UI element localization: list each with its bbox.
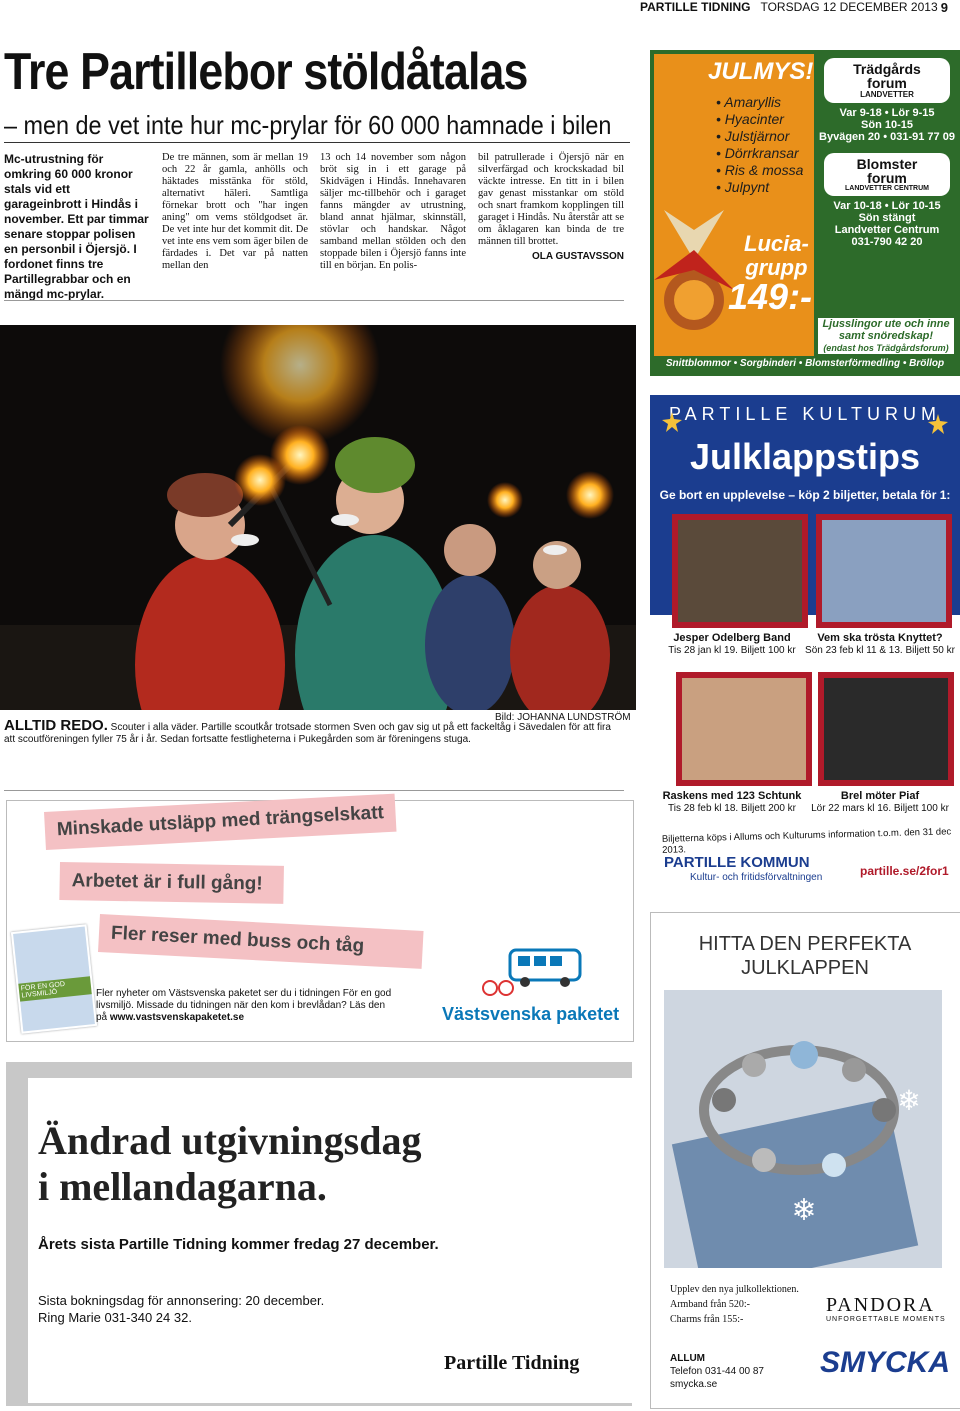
kulturum-footer: Biljetterna köps i Allums och Kulturums information t.o.m. den 31 dec 2013. xyxy=(661,826,952,856)
event-info: Lör 22 mars kl 16. Biljett 100 kr xyxy=(811,803,949,814)
article-subhead: – men de vet inte hur mc-prylar för 60 000 hamnade i bilen xyxy=(4,110,612,140)
store2-name2: forum xyxy=(867,170,907,186)
divider xyxy=(4,790,624,791)
lucia-offer xyxy=(744,232,809,280)
ad-banner-1: Minskade utsläpp med trängselskatt xyxy=(44,794,397,850)
kulturum-title: Julklappstips xyxy=(689,436,921,477)
event-name: Jesper Odelberg Band xyxy=(673,632,791,644)
article-headline: Tre Partillebor stöldåtalas xyxy=(4,43,528,101)
vp-logo: Västsvenska paketet xyxy=(442,1004,620,1024)
brochure-label: FÖR EN GOD LIVSMILJÖ xyxy=(18,976,91,1001)
notice-title-line1: Ändrad utgivningsdag xyxy=(38,1118,422,1163)
smycka-logo: SMYCKA xyxy=(820,1346,951,1379)
page-header xyxy=(640,0,960,18)
pandora-text2: Armband från 520:- xyxy=(670,1299,750,1310)
torch-flame xyxy=(487,482,523,518)
list-item: • Dörrkransar xyxy=(716,145,799,161)
star-icon xyxy=(662,412,682,432)
raskens-image xyxy=(676,672,812,786)
julmys-note xyxy=(818,318,954,354)
ad-banner-3: Fler reser med buss och tåg xyxy=(98,914,424,969)
jesper-odelberg-image xyxy=(672,514,808,628)
julmys-footer: Snittblommor • Sorgbinderi • Blomsterförmedling • Bröllop xyxy=(665,358,945,369)
torch-guard xyxy=(331,514,359,526)
caption-head: ALLTID REDO. xyxy=(4,717,108,734)
store2-hours1: Var 10-18 • Lör 10-15 xyxy=(833,200,941,212)
brel-piaf-image xyxy=(818,672,954,786)
star-icon xyxy=(928,414,948,434)
store-name: ALLUM xyxy=(670,1353,705,1364)
bracelet-image xyxy=(664,990,942,1268)
kulturum-url[interactable]: partille.se/2for1 xyxy=(860,864,949,878)
blomsterforum-logo xyxy=(824,153,950,196)
ad-url[interactable]: www.vastsvenskapaketet.se xyxy=(109,1012,245,1023)
svg-text:❄: ❄ xyxy=(791,1193,817,1228)
ad-banner-2: Arbetet är i full gång! xyxy=(59,862,284,904)
caption-text: Scouter i alla väder. Partille scoutkår trotsade stormen Sven och gav sig ut på ett fackeltåg i Sävedalen för att fira att scoutföreningen fyller 75 år i år. Sedan fortsatte festligheterna i Pukegården som är föreningens stuga. xyxy=(4,722,611,745)
pandora-head-line2: JULKLAPPEN xyxy=(741,957,869,979)
article-column-2: 13 och 14 november som någon bröt sig in i ett garage på Skidvägen i Hindås. Innehavaren säljer mc-tillbehör och i garaget fanns mängder av utrustning, bland annat hjälmar, skinnställ, stövlar och handskar. Något samband mellan stölden och den stoppade bilen i Öjersjö fanns inte till en början. En polis- xyxy=(320,152,466,271)
event-name: Brel möter Piaf xyxy=(840,790,920,802)
torch-guard xyxy=(231,534,259,546)
bus-bike-icon xyxy=(480,940,590,1000)
torch-flame xyxy=(566,471,614,519)
paper-name: PARTILLE TIDNING xyxy=(640,0,751,14)
lucia-line1: Lucia- xyxy=(744,231,809,256)
photo-credit: Bild: JOHANNA LUNDSTRÖM xyxy=(495,712,631,723)
note-line2: samt snöredskap! xyxy=(838,330,934,342)
knyttet-image xyxy=(816,514,952,628)
store1-name2: forum xyxy=(867,75,907,91)
event-4 xyxy=(805,790,955,815)
torch-guard xyxy=(543,545,567,555)
lucia-line2: grupp xyxy=(745,255,808,280)
store2-address2: 031-790 42 20 xyxy=(851,236,923,248)
event-2 xyxy=(805,632,955,657)
pandora-text xyxy=(670,1282,799,1327)
list-item: • Hyacinter xyxy=(716,111,784,127)
article-lede: Mc-utrustning för omkring 60 000 kronor stals vid ett garageinbrott i Hindås i november. Ett par timmar senare stoppar polisen en personbil i Öjersjö. I fordonet finns tre Partillegrabbar och en mängd mc-prylar. xyxy=(4,152,149,301)
event-info: Tis 28 feb kl 18. Biljett 200 kr xyxy=(667,803,797,814)
store1-location: LANDVETTER xyxy=(860,90,914,99)
partille-kommun-sub: Kultur- och fritidsförvaltningen xyxy=(690,872,823,883)
julmys-items xyxy=(716,94,803,196)
child-face xyxy=(444,524,496,576)
bracelet-illustration xyxy=(664,990,942,1268)
child-blue-jacket xyxy=(425,575,515,710)
note-line1: Ljusslingor ute och inne xyxy=(822,318,950,330)
store1-name1: Trädgårds xyxy=(853,61,921,77)
store2-name1: Blomster xyxy=(856,156,918,172)
pandora-logo: PANDORA xyxy=(826,1294,935,1316)
notice-contact: Ring Marie 031-340 24 32. xyxy=(38,1310,192,1325)
store1-hours2: Sön 10-15 xyxy=(861,119,913,131)
torch-flame xyxy=(234,454,286,506)
pandora-tagline: UNFORGETTABLE MOMENTS xyxy=(826,1316,946,1323)
store-phone: Telefon 031-44 00 87 xyxy=(670,1366,764,1377)
store2-location: LANDVETTER CENTRUM xyxy=(845,185,929,192)
event-name: Raskens med 123 Schtunk xyxy=(662,790,802,802)
divider xyxy=(4,142,630,143)
notice-deadline: Sista bokningsdag för annonsering: 20 december. xyxy=(38,1293,325,1308)
notice-info xyxy=(38,1292,324,1326)
scouts-torch-photo xyxy=(0,325,636,710)
pandora-text3: Charms från 155:- xyxy=(670,1314,744,1325)
lucia-price: 149:- xyxy=(728,276,813,317)
divider xyxy=(4,300,624,301)
note-line3: (endast hos Trädgårdsforum) xyxy=(823,343,949,353)
article-column-1: De tre männen, som är mellan 19 och 22 år gamla, anhölls och häktades misstänka för stöld, alternativt häleri. Samtliga förnekar brott och "har ingen aning" om vems stöldgodset är. De vet inte hur det kommit dit. De vet inte ens vem som äger bilen de färdades i. Det var på natten mellan den xyxy=(162,152,308,271)
store2-address1: Landvetter Centrum xyxy=(834,224,940,236)
svg-text:❄: ❄ xyxy=(897,1084,921,1117)
store-contact xyxy=(670,1352,764,1391)
knit-hat xyxy=(335,437,415,493)
notice-title xyxy=(38,1118,618,1210)
store1-hours1: Var 9-18 • Lör 9-15 xyxy=(839,107,935,119)
page-number: 9 xyxy=(940,0,948,15)
notice-title-line2: i mellandagarna. xyxy=(38,1164,327,1209)
kulturum-head: PARTILLE KULTURUM xyxy=(668,404,942,424)
ad-body xyxy=(96,988,396,1024)
store-web[interactable]: smycka.se xyxy=(670,1379,718,1390)
ad-body-text: Fler nyheter om Västsvenska paketet ser du i tidningen För en god livsmiljö. Missade du tidningen när den kom i brevlådan? Läs den på xyxy=(96,988,392,1023)
julmys-title: JULMYS! xyxy=(708,58,814,85)
byline: OLA GUSTAVSSON xyxy=(531,251,624,262)
knit-hat xyxy=(167,473,243,517)
list-item: • Amaryllis xyxy=(716,94,782,110)
event-3 xyxy=(657,790,807,815)
pandora-text1: Upplev den nya julkollektionen. xyxy=(670,1284,799,1295)
pandora-headline xyxy=(650,932,960,980)
event-info: Sön 23 feb kl 11 & 13. Biljett 50 kr xyxy=(805,645,955,656)
event-name: Vem ska trösta Knyttet? xyxy=(817,632,943,644)
partille-kommun-logo: PARTILLE KOMMUN xyxy=(664,854,810,871)
article-column-3 xyxy=(478,152,624,263)
list-item: • Julstjärnor xyxy=(716,128,790,144)
brochure-image xyxy=(11,924,97,1033)
list-item: • Julpynt xyxy=(716,179,770,195)
issue-date: TORSDAG 12 DECEMBER 2013 xyxy=(760,0,938,14)
list-item: • Ris & mossa xyxy=(716,162,804,178)
store2-hours2: Sön stängt xyxy=(858,212,916,224)
photo-illustration xyxy=(0,325,636,710)
event-info: Tis 28 jan kl 19. Biljett 100 kr xyxy=(668,645,796,656)
store1-address: Byvägen 20 • 031-91 77 09 xyxy=(819,131,955,143)
kulturum-subtitle: Ge bort en upplevelse – köp 2 biljetter, betala för 1: xyxy=(659,488,951,502)
event-1 xyxy=(657,632,807,657)
partille-tidning-logo: Partille Tidning xyxy=(444,1352,580,1374)
notice-subtitle: Årets sista Partille Tidning kommer fredag 27 december. xyxy=(38,1236,439,1253)
pandora-head-line1: HITTA DEN PERFEKTA xyxy=(698,933,912,955)
store-info xyxy=(818,58,956,248)
article-column-3-text: bil patrullerade i Öjersjö när en silverfärgad och krockskadad bil väckte intresse. En titt in i bilen gav genast misstankar om stöld och snart framkom kopplingen till garaget i Hindås. Nu återstår att se om åklagaren kan binda de tre männen till brottet. xyxy=(478,152,624,247)
tradgardsforum-logo xyxy=(824,58,950,103)
